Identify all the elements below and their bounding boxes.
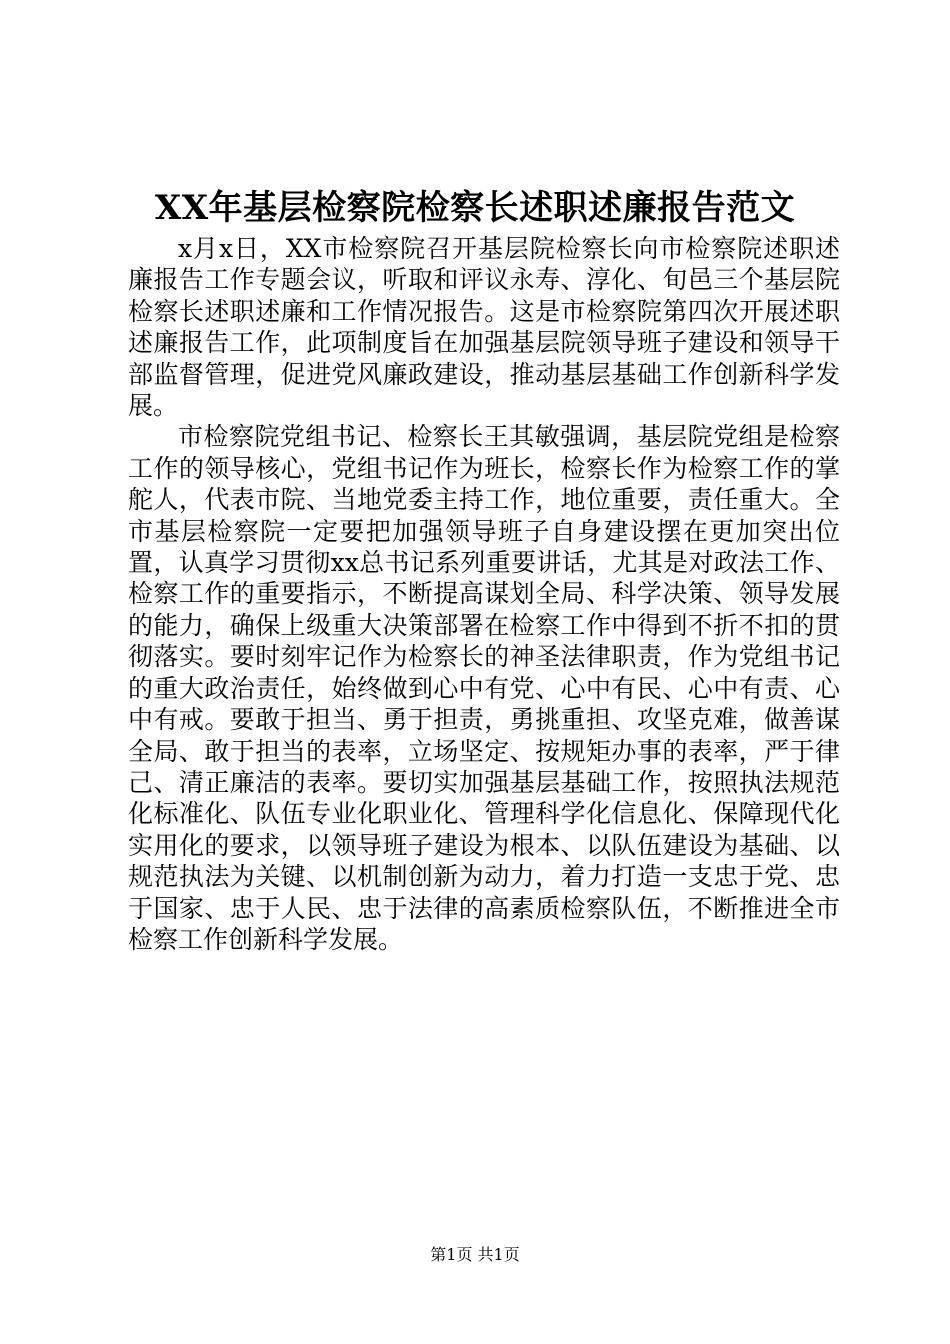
document-title: XX年基层检察院检察长述职述廉报告范文 [154,188,796,228]
paragraph-1: x月x日，XX市检察院召开基层院检察长向市检察院述职述廉报告工作专题会议，听取和评议永寿、淳化、旬邑三个基层院检察长述职述廉和工作情况报告。这是市检察院第四次开展述职述廉报告工作，此项制度旨在加强基层院领导班子建设和领导干部监督管理，促进党风廉政建设，推动基层基础工作创新科学发展。 [128,234,840,421]
page-footer: 第1页 共1页 [430,1245,520,1264]
document-body [128,233,840,955]
paragraph-2: 市检察院党组书记、检察长王其敏强调，基层院党组是检察工作的领导核心，党组书记作为班长，检察长作为检察工作的掌舵人，代表市院、当地党委主持工作，地位重要，责任重大。全市基层检察院一定要把加强领导班子自身建设摆在更加突出位置，认真学习贯彻xx总书记系列重要讲话，尤其是对政法工作、检察工作的重要指示，不断提高谋划全局、科学决策、领导发展的能力，确保上级重大决策部署在检察工作中得到不折不扣的贯彻落实。要时刻牢记作为检察长的神圣法律职责，作为党组书记的重大政治责任，始终做到心中有党、心中有民、心中有责、心中有戒。要敢于担当、勇于担责，勇挑重担、攻坚克难，做善谋全局、敢于担当的表率，立场坚定、按规矩办事的表率，严于律己、清正廉洁的表率。要切实加强基层基础工作，按照执法规范化标准化、队伍专业化职业化、管理科学化信息化、保障现代化实用化的要求，以领导班子建设为根本、以队伍建设为基础、以规范执法为关键、以机制创新为动力，着力打造一支忠于党、忠于国家、忠于人民、忠于法律的高素质检察队伍，不断推进全市检察工作创新科学发展。 [128,422,840,954]
